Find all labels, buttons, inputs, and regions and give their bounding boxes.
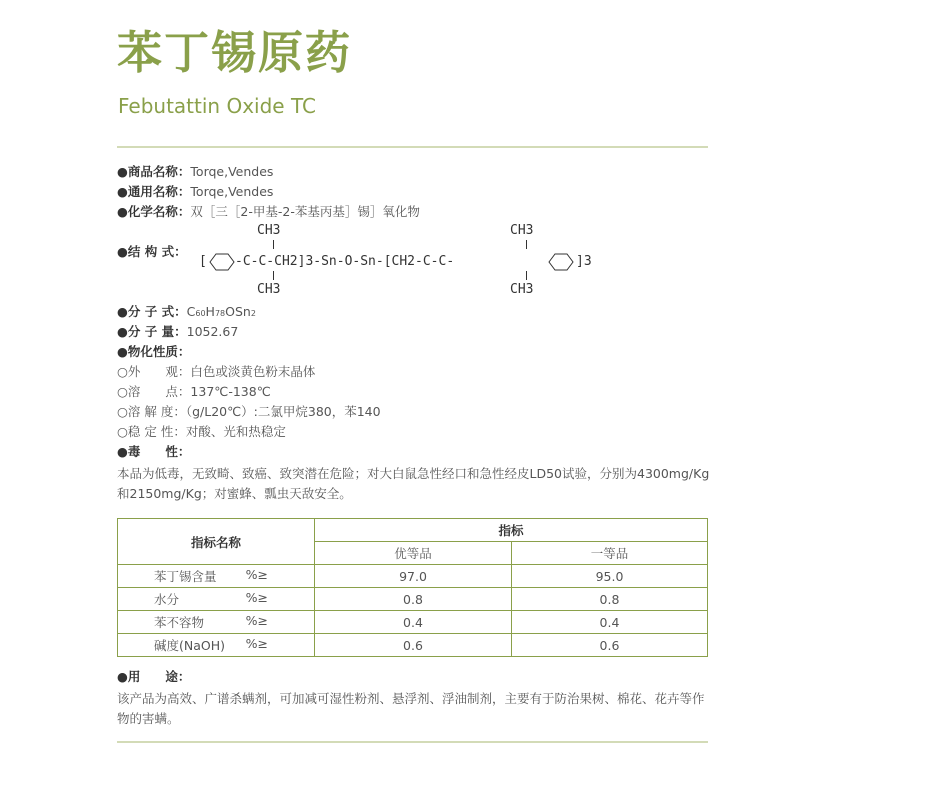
prop-value: 137℃-138℃ [190,384,271,399]
usage-heading: ●用 途： [117,669,191,684]
row-grade-1-value: 0.6 [315,634,512,657]
ch3-bottom-right: CH3 [510,282,534,297]
col-header-name: 指标名称 [118,519,315,565]
molecular-formula-label: ●分 子 式： [117,304,187,319]
page-title: 苯丁锡原药 [117,26,353,79]
row-name: 碱度(NaOH) %≥ [118,634,315,657]
table-row [118,634,708,657]
row-unit: %≥ [245,613,268,628]
ch3-bottom-left: CH3 [257,282,281,297]
prop-value: 对酸、光和热稳定 [185,424,286,439]
row-name: 苯丁锡含量 %≥ [118,565,315,588]
col-header-index: 指标 [315,519,708,542]
prop-row [117,424,286,440]
prop-value: （g/L20℃）:二氯甲烷380，苯140 [185,404,381,419]
col-header-grade-2: 一等品 [512,542,708,565]
molecular-formula-row [117,304,256,322]
formula-main-chain: -C-C-CH2]3-Sn-O-Sn-[CH2-C-C- [235,254,455,269]
bond-top-left [273,240,274,249]
top-divider [117,146,708,148]
props-heading: ●物化性质： [117,344,191,359]
common-name-row [117,184,273,200]
row-unit: %≥ [245,590,268,605]
common-name-value: Torqe,Vendes [190,184,274,199]
formula-close-bracket: ]3 [576,254,592,269]
spec-table [117,518,708,657]
row-grade-1-value: 0.4 [315,611,512,634]
table-row [118,588,708,611]
usage-text: 该产品为高效、广谱杀螨剂，可加减可湿性粉剂、悬浮剂、浮油制剂，主要有于防治果树、棉花、花卉等作物的害螨。 [117,691,705,726]
benzene-ring-left-icon [209,253,235,271]
ch3-top-right: CH3 [510,223,534,238]
molecular-weight-value: 1052.67 [186,324,239,339]
props-heading-row [117,344,190,360]
trade-name-row [117,164,273,180]
prop-row [117,384,271,400]
prop-row [117,364,315,380]
usage-heading-row [117,669,190,685]
trade-name-value: Torqe,Vendes [190,164,274,179]
toxicity-heading-row [117,444,190,460]
row-grade-2-value: 95.0 [512,565,708,588]
chem-name-row [117,204,420,220]
chem-name-value: 双［三［2-甲基-2-苯基丙基］锡］氧化物 [190,204,420,219]
trade-name-label: ●商品名称： [117,164,191,179]
row-grade-1-value: 0.8 [315,588,512,611]
formula-open-bracket: [ [199,254,207,269]
prop-label: ○溶 点： [117,384,191,399]
prop-value: 白色或淡黄色粉末晶体 [190,364,316,379]
row-name: 苯不容物 %≥ [118,611,315,634]
chem-name-label: ●化学名称： [117,204,191,219]
table-header-row [118,519,708,542]
prop-label: ○外 观： [117,364,191,379]
row-name: 水分 %≥ [118,588,315,611]
ch3-top-left: CH3 [257,223,281,238]
common-name-label: ●通用名称： [117,184,191,199]
prop-row [117,404,381,420]
prop-label: ○溶 解 度： [117,404,186,419]
row-grade-2-value: 0.4 [512,611,708,634]
molecular-weight-label: ●分 子 量： [117,324,187,339]
row-grade-2-value: 0.6 [512,634,708,657]
page-subtitle: Febutattin Oxide TC [118,94,316,118]
molecular-formula-value: C60H78OSn2 [186,304,256,319]
table-row [118,565,708,588]
toxicity-text: 本品为低毒，无致畸、致癌、致突潜在危险；对大白鼠急性经口和急性经皮LD50试验，分别为4300mg/Kg和2150mg/Kg；对蜜蜂、瓢虫天敌安全。 [117,466,710,501]
row-grade-1-value: 97.0 [315,565,512,588]
row-unit: %≥ [245,567,268,582]
toxicity-heading: ●毒 性： [117,444,191,459]
col-header-grade-1: 优等品 [315,542,512,565]
bond-bottom-right [526,271,527,280]
structure-row [117,244,187,260]
row-grade-2-value: 0.8 [512,588,708,611]
bond-top-right [526,240,527,249]
structure-label: ●结 构 式： [117,244,187,259]
benzene-ring-right-icon [548,253,574,271]
prop-label: ○稳 定 性： [117,424,186,439]
table-row [118,611,708,634]
bond-bottom-left [273,271,274,280]
row-unit: %≥ [245,636,268,651]
bottom-divider [117,741,708,743]
molecular-weight-row [117,324,238,340]
